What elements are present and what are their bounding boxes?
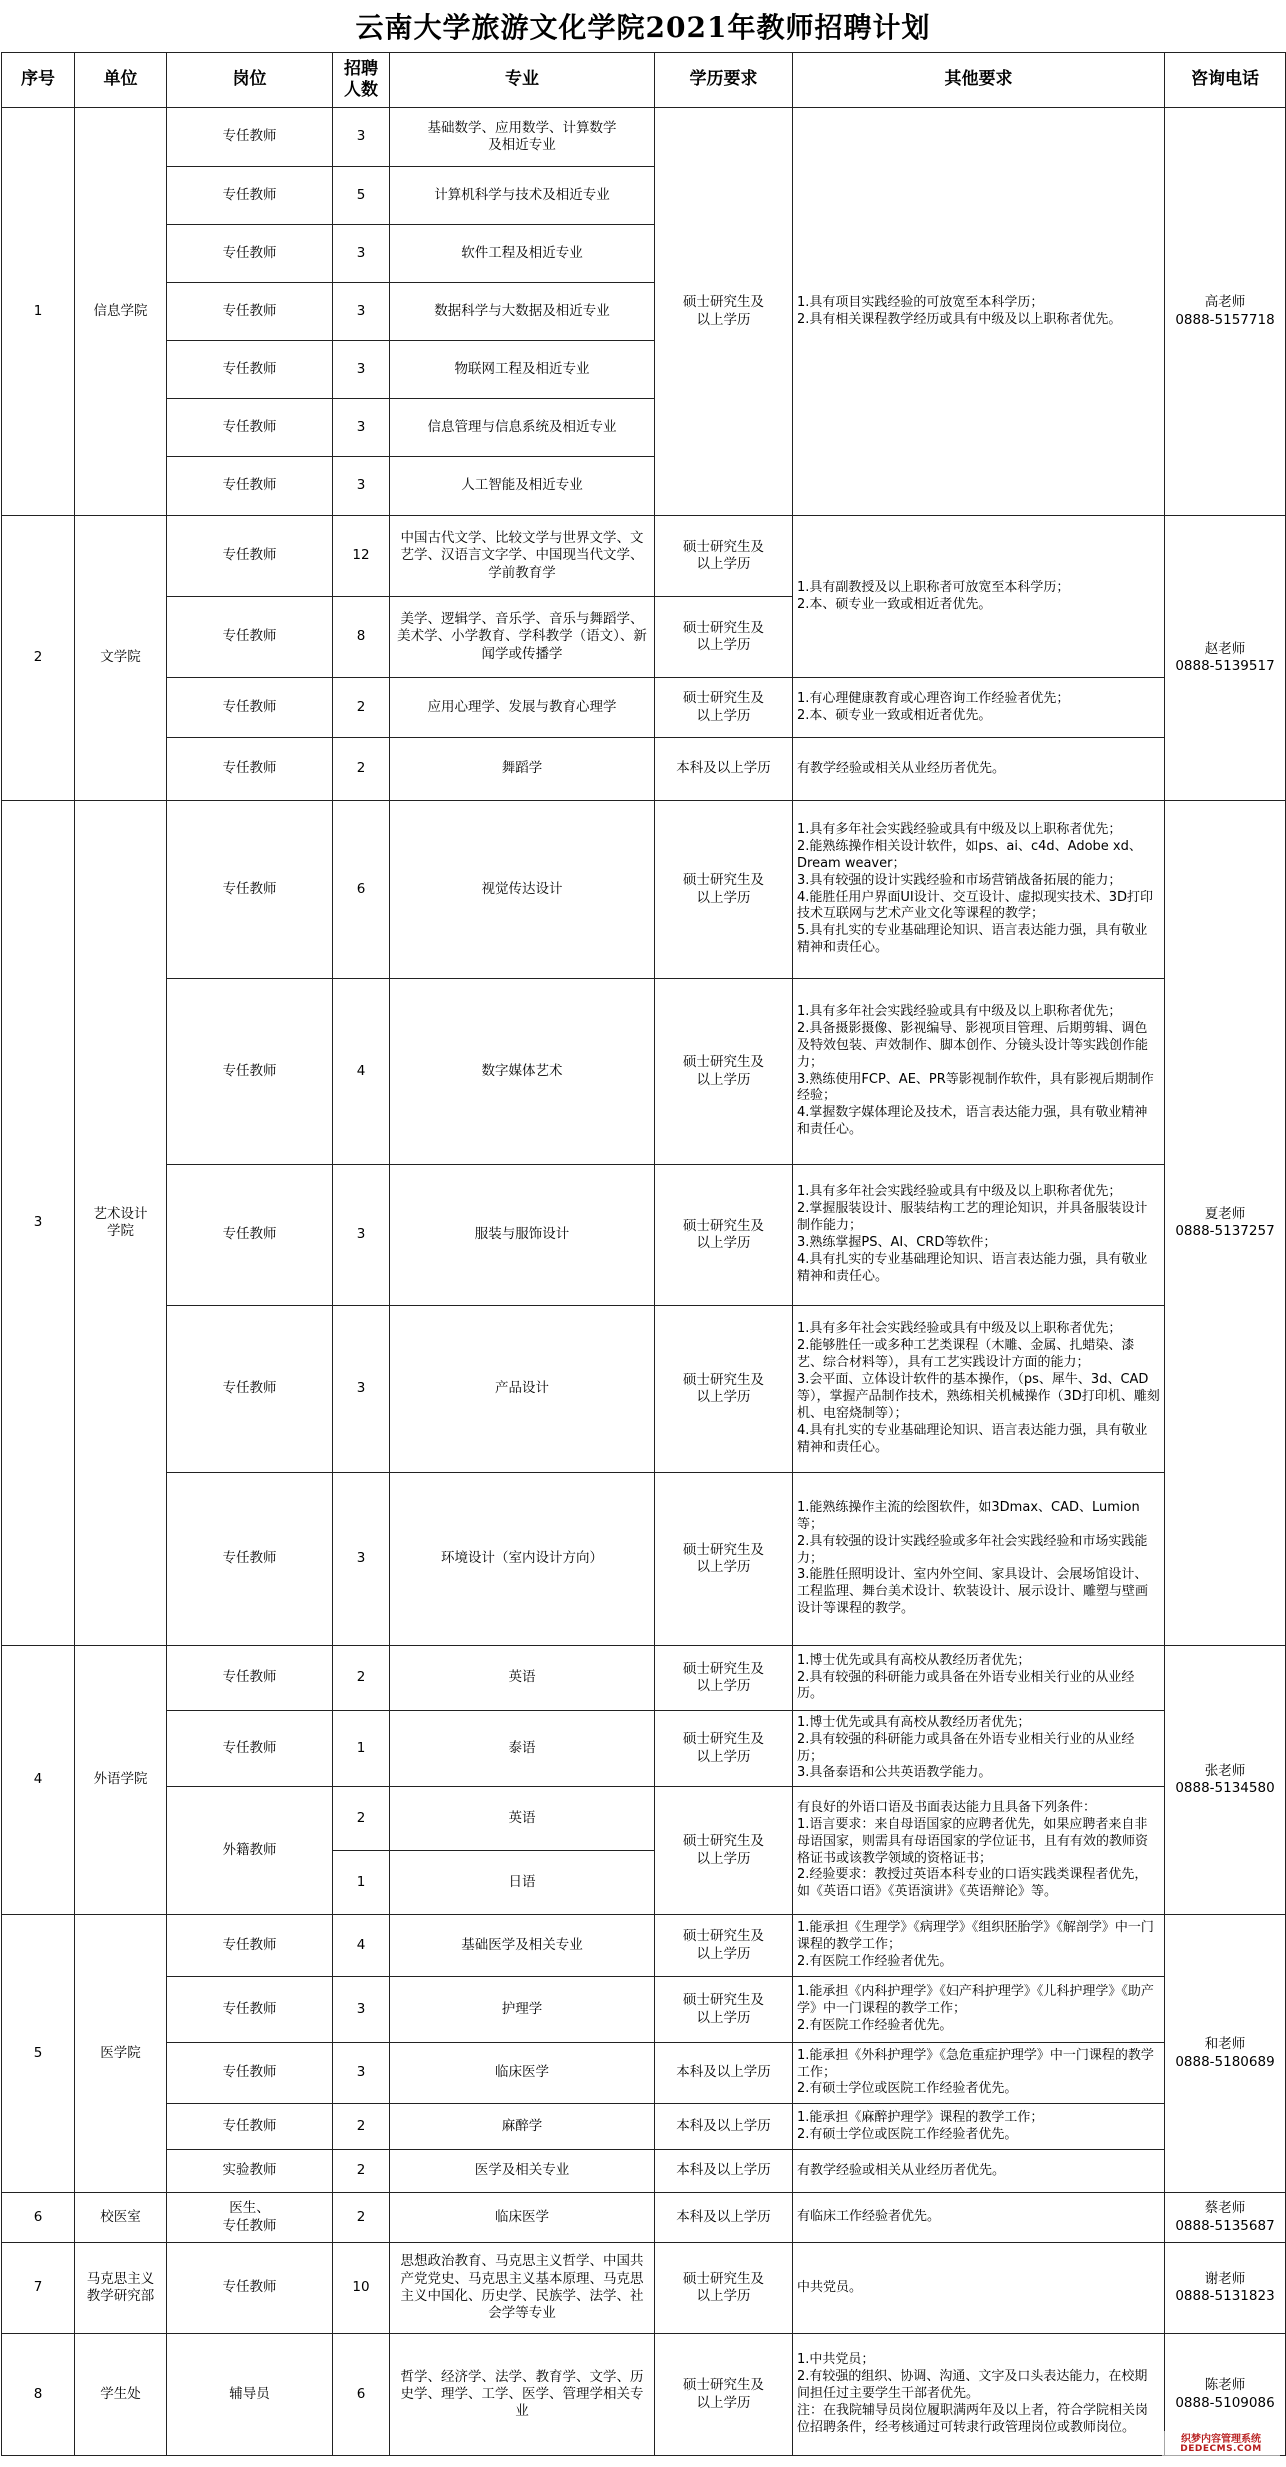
post-cell: 专任教师 bbox=[167, 738, 333, 801]
page-title: 云南大学旅游文化学院2021年教师招聘计划 bbox=[355, 11, 931, 44]
table-row bbox=[2, 108, 1286, 167]
edu-cell: 硕士研究生及 以上学历 bbox=[655, 1915, 793, 1977]
count-cell: 6 bbox=[333, 801, 390, 979]
major-cell: 哲学、经济学、法学、教育学、文学、历史学、理学、工学、医学、管理学相关专业 bbox=[390, 2334, 655, 2456]
count-cell: 2 bbox=[333, 1646, 390, 1711]
count-cell: 2 bbox=[333, 738, 390, 801]
contact-cell: 夏老师 0888-5137257 bbox=[1165, 801, 1286, 1646]
major-cell: 物联网工程及相近专业 bbox=[390, 341, 655, 399]
edu-cell: 本科及以上学历 bbox=[655, 738, 793, 801]
unit-cell: 马克思主义 教学研究部 bbox=[75, 2243, 167, 2334]
major-cell: 医学及相关专业 bbox=[390, 2150, 655, 2193]
edu-cell: 硕士研究生及 以上学历 bbox=[655, 1165, 793, 1306]
seq-cell: 1 bbox=[2, 108, 75, 516]
count-cell: 3 bbox=[333, 341, 390, 399]
edu-cell: 本科及以上学历 bbox=[655, 2104, 793, 2150]
post-cell: 专任教师 bbox=[167, 2104, 333, 2150]
seq-cell: 4 bbox=[2, 1646, 75, 1915]
contact-cell: 谢老师 0888-5131823 bbox=[1165, 2243, 1286, 2334]
unit-cell: 文学院 bbox=[75, 516, 167, 801]
major-cell: 软件工程及相近专业 bbox=[390, 225, 655, 283]
edu-cell: 硕士研究生及 以上学历 bbox=[655, 801, 793, 979]
major-cell: 日语 bbox=[390, 1851, 655, 1915]
table-row bbox=[2, 1915, 1286, 1977]
post-cell: 专任教师 bbox=[167, 1915, 333, 1977]
count-cell: 1 bbox=[333, 1851, 390, 1915]
contact-cell: 陈老师 0888-5109086 bbox=[1165, 2334, 1286, 2456]
count-cell: 3 bbox=[333, 1306, 390, 1473]
requirement-cell: 1.能承担《内科护理学》《妇产科护理学》《儿科护理学》《助产学》中一门课程的教学工作； 2.有医院工作经验者优先。 bbox=[793, 1977, 1165, 2043]
table-row bbox=[2, 1977, 1286, 2043]
requirement-cell: 1.能承担《外科护理学》《急危重症护理学》中一门课程的教学工作； 2.有硕士学位或医院工作经验者优先。 bbox=[793, 2043, 1165, 2104]
contact-cell: 张老师 0888-5134580 bbox=[1165, 1646, 1286, 1915]
major-cell: 临床医学 bbox=[390, 2193, 655, 2243]
table-row bbox=[2, 678, 1286, 738]
requirement-cell: 1.博士优先或具有高校从教经历者优先； 2.具有较强的科研能力或具备在外语专业相关行业的从业经历； 3.具备泰语和公共英语教学能力。 bbox=[793, 1711, 1165, 1787]
post-cell: 专任教师 bbox=[167, 1306, 333, 1473]
post-cell: 专任教师 bbox=[167, 1711, 333, 1787]
post-cell: 专任教师 bbox=[167, 801, 333, 979]
table-row bbox=[2, 2150, 1286, 2193]
major-cell: 数字媒体艺术 bbox=[390, 979, 655, 1165]
header-post: 岗位 bbox=[167, 53, 333, 108]
major-cell: 护理学 bbox=[390, 1977, 655, 2043]
seq-cell: 3 bbox=[2, 801, 75, 1646]
edu-cell: 硕士研究生及 以上学历 bbox=[655, 597, 793, 678]
requirement-cell: 1.能承担《生理学》《病理学》《组织胚胎学》《解剖学》中一门课程的教学工作； 2.有医院工作经验者优先。 bbox=[793, 1915, 1165, 1977]
post-cell: 专任教师 bbox=[167, 225, 333, 283]
table-row bbox=[2, 1787, 1286, 1851]
edu-cell: 硕士研究生及 以上学历 bbox=[655, 979, 793, 1165]
edu-cell: 硕士研究生及 以上学历 bbox=[655, 1787, 793, 1915]
edu-cell: 硕士研究生及 以上学历 bbox=[655, 1473, 793, 1646]
requirement-cell: 1.具有项目实践经验的可放宽至本科学历； 2.具有相关课程教学经历或具有中级及以上职称者优先。 bbox=[793, 108, 1165, 516]
unit-cell: 艺术设计 学院 bbox=[75, 801, 167, 1646]
requirement-cell: 1.具有副教授及以上职称者可放宽至本科学历； 2.本、硕专业一致或相近者优先。 bbox=[793, 516, 1165, 678]
count-cell: 3 bbox=[333, 283, 390, 341]
post-cell: 实验教师 bbox=[167, 2150, 333, 2193]
post-cell: 专任教师 bbox=[167, 1165, 333, 1306]
requirement-cell: 1.博士优先或具有高校从教经历者优先； 2.具有较强的科研能力或具备在外语专业相关行业的从业经历。 bbox=[793, 1646, 1165, 1711]
header-other: 其他要求 bbox=[793, 53, 1165, 108]
count-cell: 12 bbox=[333, 516, 390, 597]
table-row bbox=[2, 1646, 1286, 1711]
major-cell: 临床医学 bbox=[390, 2043, 655, 2104]
count-cell: 5 bbox=[333, 167, 390, 225]
edu-cell: 本科及以上学历 bbox=[655, 2043, 793, 2104]
requirement-cell: 1.有心理健康教育或心理咨询工作经验者优先； 2.本、硕专业一致或相近者优先。 bbox=[793, 678, 1165, 738]
major-cell: 信息管理与信息系统及相近专业 bbox=[390, 399, 655, 457]
count-cell: 3 bbox=[333, 225, 390, 283]
header-seq: 序号 bbox=[2, 53, 75, 108]
table-row bbox=[2, 738, 1286, 801]
table-row bbox=[2, 801, 1286, 979]
count-cell: 3 bbox=[333, 457, 390, 516]
unit-cell: 外语学院 bbox=[75, 1646, 167, 1915]
contact-cell: 蔡老师 0888-5135687 bbox=[1165, 2193, 1286, 2243]
count-cell: 10 bbox=[333, 2243, 390, 2334]
count-cell: 2 bbox=[333, 2193, 390, 2243]
header-major: 专业 bbox=[390, 53, 655, 108]
edu-cell: 硕士研究生及 以上学历 bbox=[655, 2243, 793, 2334]
count-cell: 2 bbox=[333, 2104, 390, 2150]
edu-cell: 本科及以上学历 bbox=[655, 2150, 793, 2193]
post-cell: 专任教师 bbox=[167, 678, 333, 738]
major-cell: 基础医学及相关专业 bbox=[390, 1915, 655, 1977]
major-cell: 中国古代文学、比较文学与世界文学、文艺学、汉语言文字学、中国现当代文学、学前教育学 bbox=[390, 516, 655, 597]
post-cell: 专任教师 bbox=[167, 399, 333, 457]
major-cell: 数据科学与大数据及相近专业 bbox=[390, 283, 655, 341]
requirement-cell: 1.能熟练操作主流的绘图软件，如3Dmax、CAD、Lumion等； 2.具有较强的设计实践经验或多年社会实践经验和市场实践能力； 3.能胜任照明设计、室内外空间、家具设计、会展场馆设计、工程监理、舞台美术设计、软装设计、展示设计、雕塑与壁画设计等课程的教学。 bbox=[793, 1473, 1165, 1646]
contact-cell: 赵老师 0888-5139517 bbox=[1165, 516, 1286, 801]
edu-cell: 硕士研究生及 以上学历 bbox=[655, 2334, 793, 2456]
seq-cell: 7 bbox=[2, 2243, 75, 2334]
table-row bbox=[2, 2193, 1286, 2243]
requirement-cell: 1.具有多年社会实践经验或具有中级及以上职称者优先； 2.具备摄影摄像、影视编导、影视项目管理、后期剪辑、调色及特效包装、声效制作、脚本创作、分镜头设计等实践创作能力； 3.熟练使用FCP、AE、PR等影视制作软件，具有影视后期制作经验； 4.掌握数字媒体理论及技术，语言表达能力强，具有敬业精神和责任心。 bbox=[793, 979, 1165, 1165]
unit-cell: 学生处 bbox=[75, 2334, 167, 2456]
major-cell: 麻醉学 bbox=[390, 2104, 655, 2150]
seq-cell: 8 bbox=[2, 2334, 75, 2456]
requirement-cell: 1.具有多年社会实践经验或具有中级及以上职称者优先； 2.掌握服装设计、服装结构工艺的理论知识，并具备服装设计制作能力； 3.熟练掌握PS、AI、CRD等软件； 4.具有扎实的专业基础理论知识、语言表达能力强，具有敬业精神和责任心。 bbox=[793, 1165, 1165, 1306]
post-cell: 外籍教师 bbox=[167, 1787, 333, 1915]
count-cell: 3 bbox=[333, 108, 390, 167]
major-cell: 应用心理学、发展与教育心理学 bbox=[390, 678, 655, 738]
post-cell: 专任教师 bbox=[167, 1977, 333, 2043]
post-cell: 专任教师 bbox=[167, 457, 333, 516]
count-cell: 4 bbox=[333, 979, 390, 1165]
post-cell: 专任教师 bbox=[167, 2043, 333, 2104]
table-row bbox=[2, 2334, 1286, 2456]
post-cell: 医生、 专任教师 bbox=[167, 2193, 333, 2243]
watermark-line-2: DEDECMS.COM bbox=[1180, 2443, 1262, 2454]
table-row bbox=[2, 2104, 1286, 2150]
requirement-cell: 有临床工作经验者优先。 bbox=[793, 2193, 1165, 2243]
edu-cell: 硕士研究生及 以上学历 bbox=[655, 516, 793, 597]
post-cell: 辅导员 bbox=[167, 2334, 333, 2456]
post-cell: 专任教师 bbox=[167, 1473, 333, 1646]
major-cell: 美学、逻辑学、音乐学、音乐与舞蹈学、美术学、小学教育、学科教学（语文）、新闻学或传播学 bbox=[390, 597, 655, 678]
unit-cell: 校医室 bbox=[75, 2193, 167, 2243]
requirement-cell: 有教学经验或相关从业经历者优先。 bbox=[793, 738, 1165, 801]
major-cell: 英语 bbox=[390, 1787, 655, 1851]
seq-cell: 6 bbox=[2, 2193, 75, 2243]
requirement-cell: 中共党员。 bbox=[793, 2243, 1165, 2334]
requirement-cell: 有教学经验或相关从业经历者优先。 bbox=[793, 2150, 1165, 2193]
watermark-line-1: 织梦内容管理系统 bbox=[1181, 2433, 1261, 2445]
requirement-cell: 有良好的外语口语及书面表达能力且具备下列条件： 1.语言要求：来自母语国家的应聘者优先，如果应聘者来自非母语国家，则需具有母语国家的学位证书，且有有效的教师资格证书或该教学领域的资格证书； 2.经验要求：教授过英语本科专业的口语实践类课程者优先，如《英语口语》《英语演讲》《英语辩论》等。 bbox=[793, 1787, 1165, 1915]
recruitment-table bbox=[1, 52, 1286, 2456]
count-cell: 2 bbox=[333, 1787, 390, 1851]
table-row bbox=[2, 979, 1286, 1165]
header-edu: 学历要求 bbox=[655, 53, 793, 108]
edu-cell: 硕士研究生及 以上学历 bbox=[655, 1306, 793, 1473]
header-count: 招聘 人数 bbox=[333, 53, 390, 108]
header-unit: 单位 bbox=[75, 53, 167, 108]
contact-cell: 高老师 0888-5157718 bbox=[1165, 108, 1286, 516]
major-cell: 服装与服饰设计 bbox=[390, 1165, 655, 1306]
edu-cell: 硕士研究生及 以上学历 bbox=[655, 678, 793, 738]
count-cell: 3 bbox=[333, 1473, 390, 1646]
edu-cell: 硕士研究生及 以上学历 bbox=[655, 1977, 793, 2043]
unit-cell: 信息学院 bbox=[75, 108, 167, 516]
count-cell: 3 bbox=[333, 1165, 390, 1306]
count-cell: 4 bbox=[333, 1915, 390, 1977]
major-cell: 产品设计 bbox=[390, 1306, 655, 1473]
major-cell: 英语 bbox=[390, 1646, 655, 1711]
major-cell: 视觉传达设计 bbox=[390, 801, 655, 979]
table-row bbox=[2, 2243, 1286, 2334]
post-cell: 专任教师 bbox=[167, 167, 333, 225]
post-cell: 专任教师 bbox=[167, 283, 333, 341]
seq-cell: 5 bbox=[2, 1915, 75, 2193]
requirement-cell: 1.具有多年社会实践经验或具有中级及以上职称者优先； 2.能够胜任一或多种工艺类课程（木雕、金属、扎蜡染、漆艺、综合材料等），具有工艺实践设计方面的能力； 3.会平面、立体设计软件的基本操作，（ps、犀牛、3d、CAD等），掌握产品制作技术，熟练相关机械操作（3D打印机、雕刻机、电窑烧制等）； 4.具有扎实的专业基础理论知识、语言表达能力强，具有敬业精神和责任心。 bbox=[793, 1306, 1165, 1473]
requirement-cell: 1.能承担《麻醉护理学》课程的教学工作； 2.有硕士学位或医院工作经验者优先。 bbox=[793, 2104, 1165, 2150]
major-cell: 舞蹈学 bbox=[390, 738, 655, 801]
edu-cell: 硕士研究生及 以上学历 bbox=[655, 1711, 793, 1787]
major-cell: 泰语 bbox=[390, 1711, 655, 1787]
count-cell: 8 bbox=[333, 597, 390, 678]
post-cell: 专任教师 bbox=[167, 1646, 333, 1711]
table-row bbox=[2, 1165, 1286, 1306]
edu-cell: 硕士研究生及 以上学历 bbox=[655, 1646, 793, 1711]
post-cell: 专任教师 bbox=[167, 597, 333, 678]
count-cell: 3 bbox=[333, 2043, 390, 2104]
requirement-cell: 1.中共党员； 2.有较强的组织、协调、沟通、文字及口头表达能力，在校期间担任过主要学生干部者优先。 注：在我院辅导员岗位履职满两年及以上者，符合学院相关岗位招聘条件，经考核通过可转隶行政管理岗位或教师岗位。 bbox=[793, 2334, 1165, 2456]
post-cell: 专任教师 bbox=[167, 108, 333, 167]
post-cell: 专任教师 bbox=[167, 516, 333, 597]
contact-cell: 和老师 0888-5180689 bbox=[1165, 1915, 1286, 2193]
seq-cell: 2 bbox=[2, 516, 75, 801]
post-cell: 专任教师 bbox=[167, 2243, 333, 2334]
count-cell: 1 bbox=[333, 1711, 390, 1787]
table-row bbox=[2, 1473, 1286, 1646]
major-cell: 环境设计（室内设计方向） bbox=[390, 1473, 655, 1646]
edu-cell: 本科及以上学历 bbox=[655, 2193, 793, 2243]
requirement-cell: 1.具有多年社会实践经验或具有中级及以上职称者优先； 2.能熟练操作相关设计软件，如ps、ai、c4d、Adobe xd、Dream weaver； 3.具有较强的设计实践经验和市场营销战备拓展的能力； 4.能胜任用户界面UI设计、交互设计、虚拟现实技术、3D打印技术互联网与艺术产业文化等课程的教学； 5.具有扎实的专业基础理论知识、语言表达能力强，具有敬业精神和责任心。 bbox=[793, 801, 1165, 979]
table-row bbox=[2, 2043, 1286, 2104]
count-cell: 3 bbox=[333, 1977, 390, 2043]
table-row bbox=[2, 1306, 1286, 1473]
count-cell: 2 bbox=[333, 2150, 390, 2193]
major-cell: 基础数学、应用数学、计算数学 及相近专业 bbox=[390, 108, 655, 167]
table-row bbox=[2, 1711, 1286, 1787]
table-header-row bbox=[2, 53, 1286, 108]
post-cell: 专任教师 bbox=[167, 341, 333, 399]
header-phone: 咨询电话 bbox=[1165, 53, 1286, 108]
major-cell: 思想政治教育、马克思主义哲学、中国共产党党史、马克思主义基本原理、马克思主义中国化、历史学、民族学、法学、社会学等专业 bbox=[390, 2243, 655, 2334]
count-cell: 3 bbox=[333, 399, 390, 457]
watermark-logo bbox=[1162, 2431, 1280, 2457]
major-cell: 人工智能及相近专业 bbox=[390, 457, 655, 516]
table-row bbox=[2, 516, 1286, 597]
major-cell: 计算机科学与技术及相近专业 bbox=[390, 167, 655, 225]
count-cell: 6 bbox=[333, 2334, 390, 2456]
count-cell: 2 bbox=[333, 678, 390, 738]
edu-cell: 硕士研究生及 以上学历 bbox=[655, 108, 793, 516]
unit-cell: 医学院 bbox=[75, 1915, 167, 2193]
post-cell: 专任教师 bbox=[167, 979, 333, 1165]
